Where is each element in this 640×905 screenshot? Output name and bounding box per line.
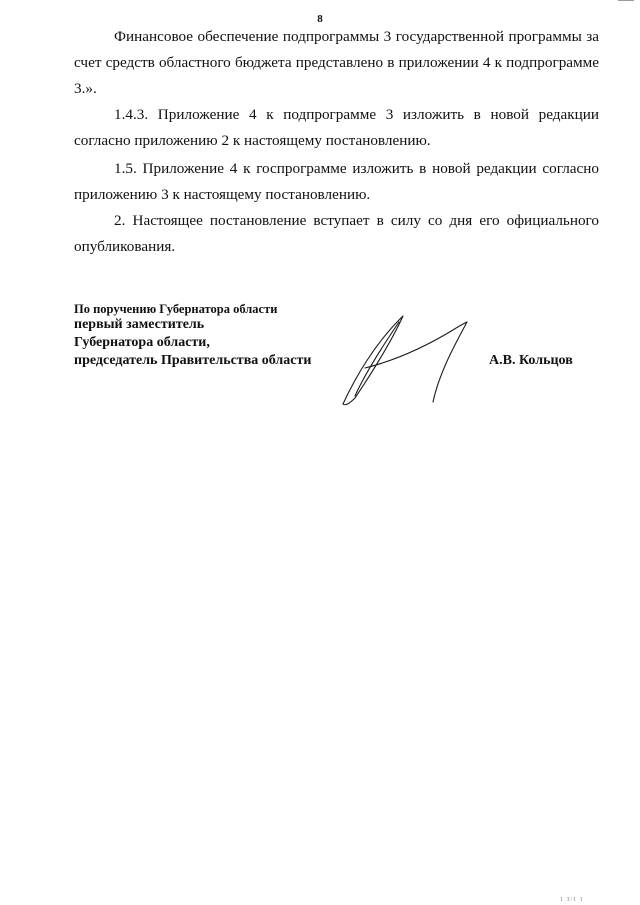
page-number: 8 [317, 13, 323, 25]
paragraph-2-effective: 2. Настоящее постановление вступает в силу со дня его официального опубликования. [74, 212, 599, 255]
paragraph-1-4-3: 1.4.3. Приложение 4 к подпрограмме 3 изложить в новой редакции согласно приложению 2 к настоящему постановлению. [74, 106, 599, 149]
signer-position-line-2: Губернатора области, [74, 335, 210, 350]
signer-position-line-3: председатель Правительства области [74, 353, 312, 368]
authority-note: По поручению Губернатора области [74, 302, 278, 316]
signer-name: А.В. Кольцов [489, 353, 573, 368]
corner-scan-mark [618, 0, 634, 3]
paragraph-financing: Финансовое обеспечение подпрограммы 3 государственной программы за счет средств областного бюджета представлено в приложении 4 к подпрограмме 3.». [74, 28, 599, 97]
handwritten-signature [335, 308, 485, 408]
footer-scan-mark: 1 3/1 1 [560, 897, 584, 903]
signer-position-line-1: первый заместитель [74, 317, 205, 332]
paragraph-1-5: 1.5. Приложение 4 к госпрограмме изложить в новой редакции согласно приложению 3 к настоящему постановлению. [74, 160, 599, 203]
